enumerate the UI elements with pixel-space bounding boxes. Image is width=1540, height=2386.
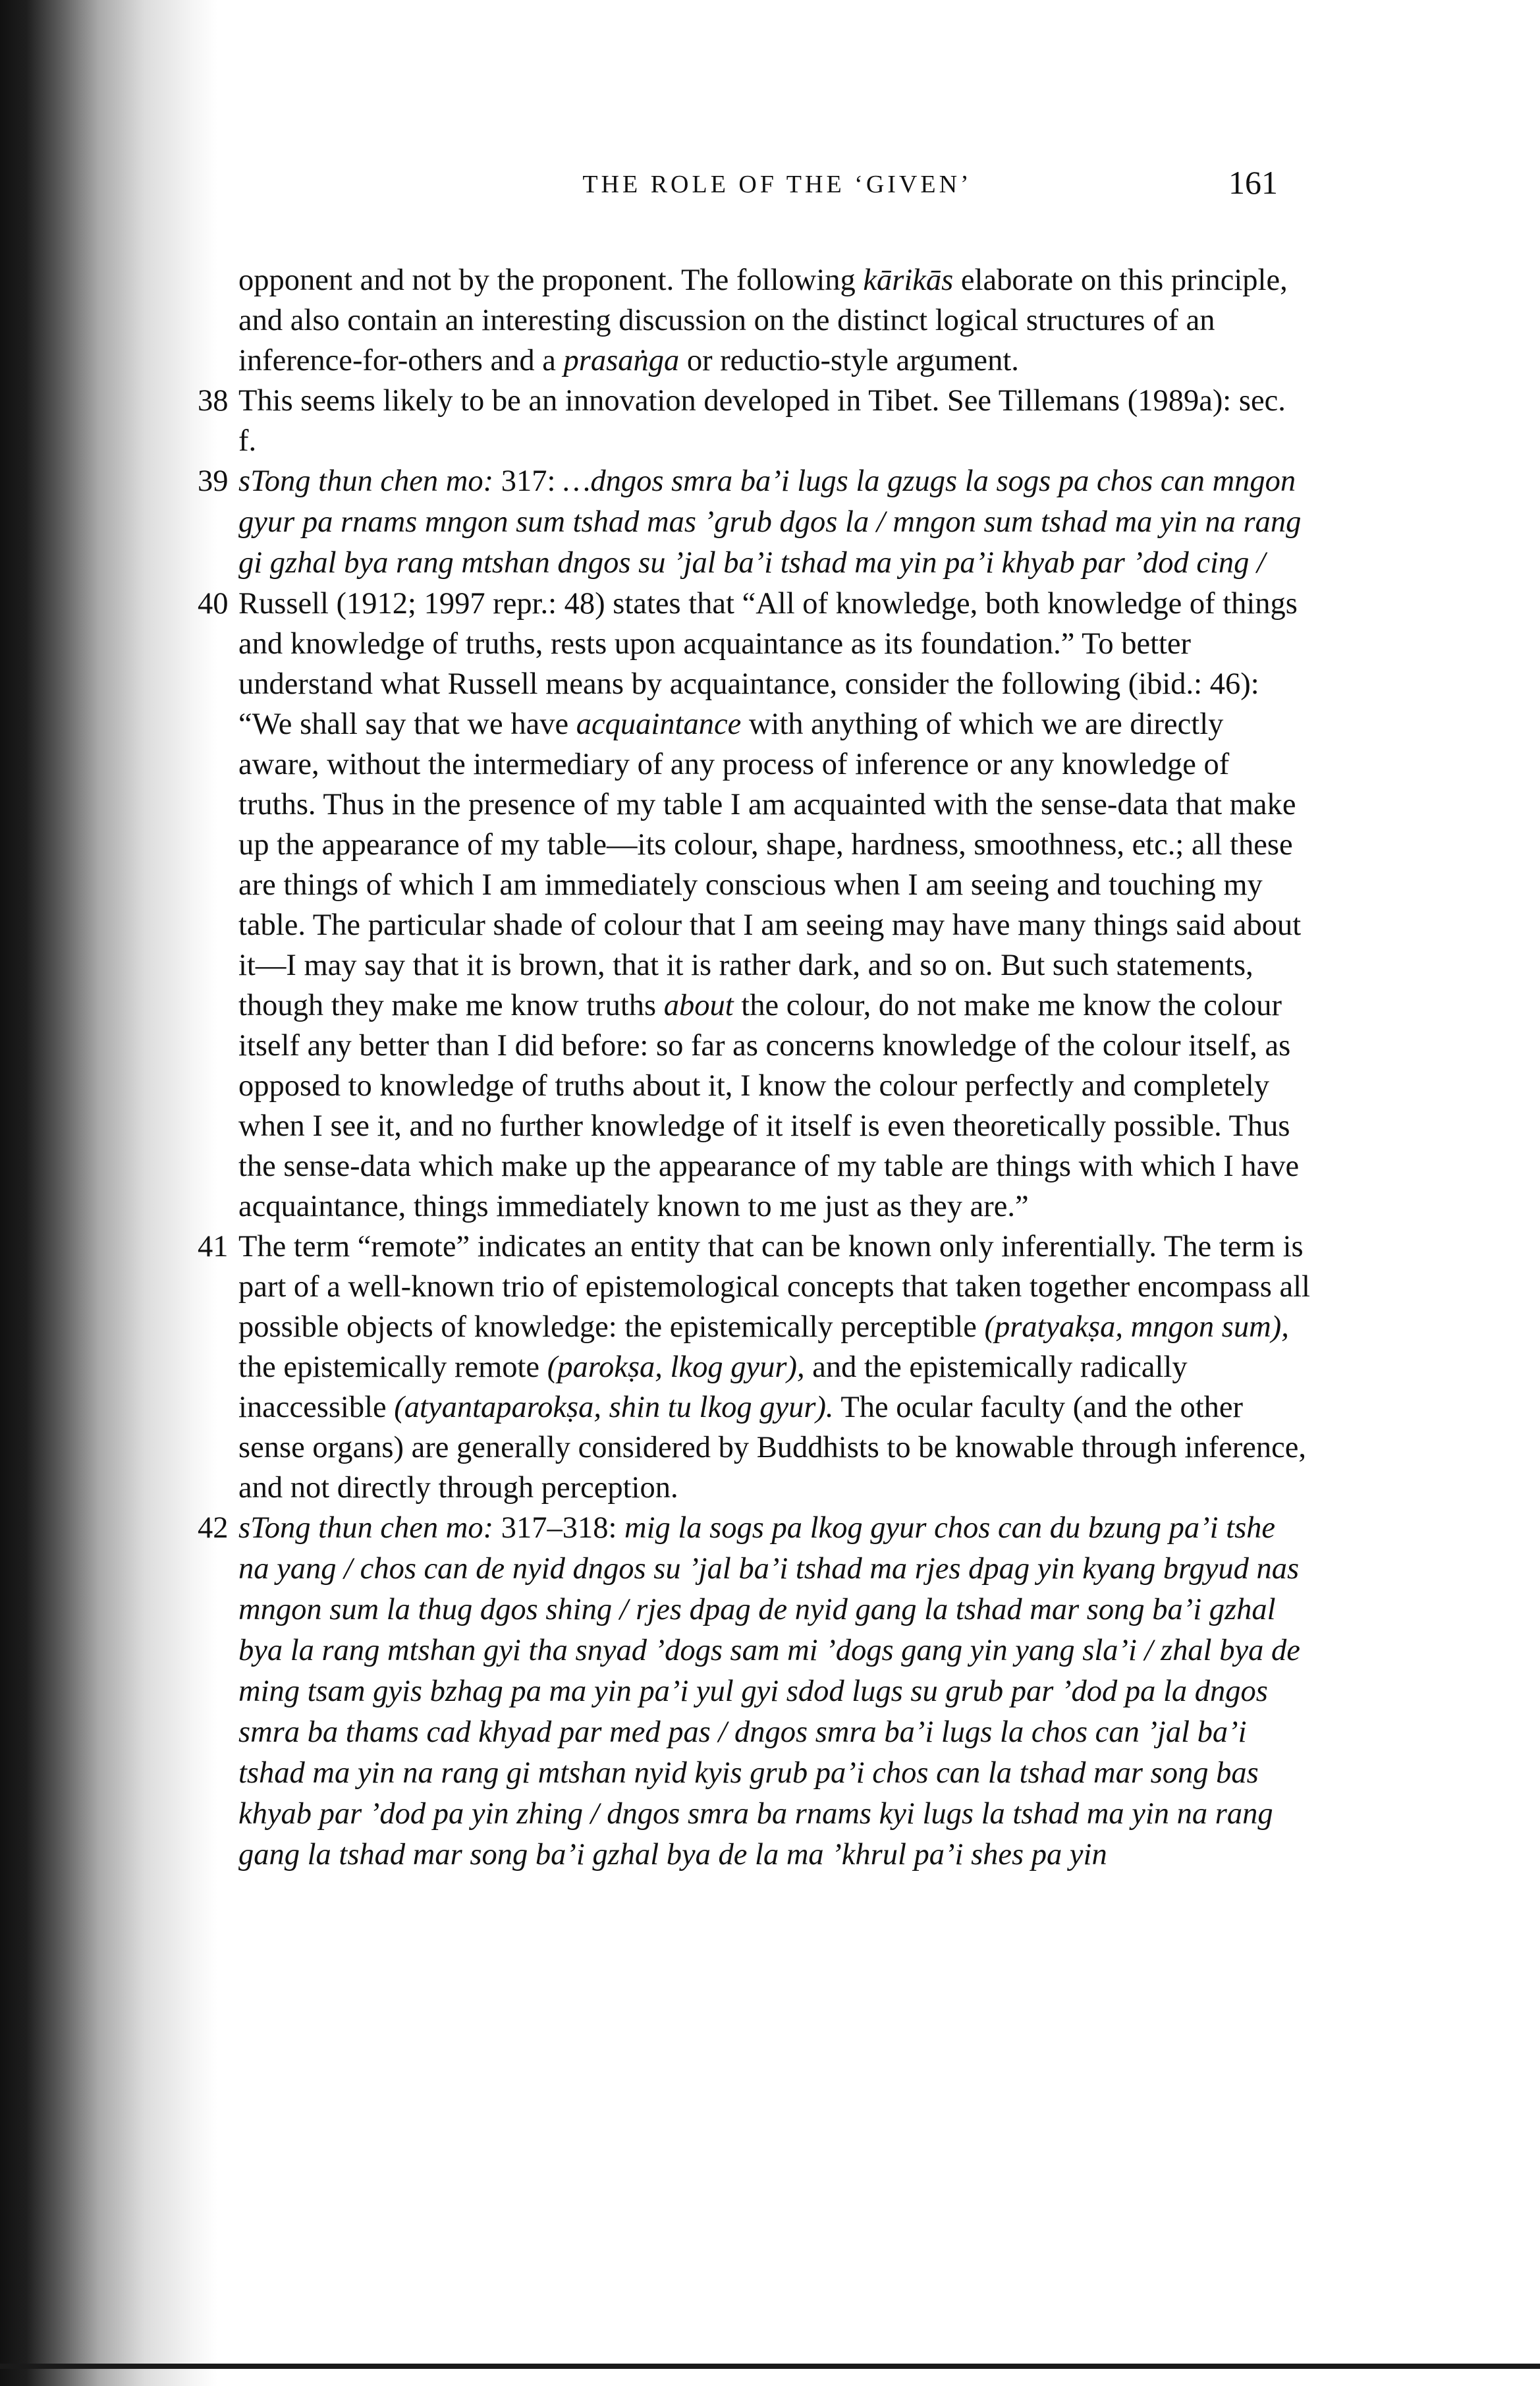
continuation-paragraph: opponent and not by the proponent. The following kārikās elaborate on this principle, and also contain an interesting discussion on the distinct logical structures of an inference-for-others and a prasaṅga or reductio-style argument. bbox=[238, 264, 1288, 377]
page-reference: 317–318: bbox=[493, 1511, 624, 1545]
note-38 bbox=[198, 381, 1311, 461]
note-number: 38 bbox=[198, 384, 229, 418]
binding-shadow bbox=[0, 0, 217, 2386]
note-number: 40 bbox=[198, 587, 229, 621]
notes-body bbox=[198, 260, 1311, 1875]
note-42 bbox=[198, 1508, 1311, 1875]
page-number: 161 bbox=[1228, 164, 1278, 201]
page-reference: 317: bbox=[493, 464, 563, 498]
running-title: THE ROLE OF THE ‘GIVEN’ bbox=[582, 171, 972, 198]
note-number: 42 bbox=[198, 1511, 229, 1545]
page-header bbox=[237, 163, 1317, 209]
note-number: 39 bbox=[198, 464, 229, 498]
note-41: 41 The term “remote” indicates an entity that can be known only inferentially. The term is part of a well-known trio of epistemological concepts that taken together encompass all possible objects of knowledge: the epistemically perceptible (pratyakṣa, mngon sum), the epistemically remote (parokṣa, lkog gyur), and the epistemically radically inaccessible (atyantaparokṣa, shin tu lkog gyur). The ocular faculty (and the other sense organs) are generally considered by Buddhists to be knowable through inference, and not directly through perception. bbox=[198, 1227, 1311, 1508]
note-number: 41 bbox=[198, 1230, 229, 1263]
note-40: 40 Russell (1912; 1997 repr.: 48) states that “All of knowledge, both knowledge of things and knowledge of truths, rests upon acquaintance as its foundation.” To better understand what Russell means by acquaintance, consider the following (ibid.: 46): “We shall say that we have acquaintance with anything of which we are directly aware, without the intermediary of any process of inference or any knowledge of truths. Thus in the presence of my table I am acquainted with the sense-data that make up the appearance of my table—its colour, shape, hardness, smoothness, etc.; all these are things of which I am immediately conscious when I am seeing and touching my table. The particular shade of colour that I am seeing may have many things said about it—I may say that it is brown, that it is rather dark, and so on. But such statements, though they make me know truths about the colour, do not make me know the colour itself any better than I did before: so far as concerns knowledge of the colour itself, as opposed to knowledge of truths about it, I know the colour perfectly and completely when I see it, and no further knowledge of it itself is even theoretically possible. Thus the sense-data which make up the appearance of my table are things with which I have acquaintance, things immediately known to me just as they are.” bbox=[198, 584, 1311, 1227]
tibetan-quote: …dngos smra ba’i lugs la gzugs la sogs pa chos can mngon gyur pa rnams mngon sum tshad mas ’grub dgos la / mngon sum tshad ma yin na rang gi gzhal bya rang mtshan dngos su ’jal ba’i tshad ma yin pa’i khyab par ’dod cing / bbox=[238, 464, 1302, 580]
tibetan-quote: mig la sogs pa lkog gyur chos can du bzung pa’i tshe na yang / chos can de nyid dngos su ’jal ba’i tshad ma rjes dpag yin kyang brgyud nas mngon sum la thug dgos shing / rjes dpag de nyid gang la tshad mar song ba’i gzhal bya la rang mtshan gyi tha snyad ’dogs sam mi ’dogs gang yin yang sla’i / zhal bya de ming tsam gyis bzhag pa ma yin pa’i yul gyi sdod lugs su grub par ’dod pa la dngos smra ba thams cad khyad par med pas / dngos smra ba’i lugs la chos can ’jal ba’i tshad ma yin na rang gi mtshan nyid kyis grub pa’i chos can la tshad mar song bas khyab par ’dod pa yin zhing / dngos smra ba rnams kyi lugs la tshad ma yin na rang gang la tshad mar song ba’i gzhal bya de la ma ’khrul pa’i shes pa yin bbox=[238, 1511, 1300, 1872]
source-title: sTong thun chen mo: bbox=[238, 464, 494, 498]
source-title: sTong thun chen mo: bbox=[238, 1511, 494, 1545]
note-39 bbox=[198, 461, 1311, 584]
scan-edge bbox=[0, 2364, 1540, 2369]
note-text: This seems likely to be an innovation developed in Tibet. See Tillemans (1989a): sec. f. bbox=[238, 384, 1286, 458]
